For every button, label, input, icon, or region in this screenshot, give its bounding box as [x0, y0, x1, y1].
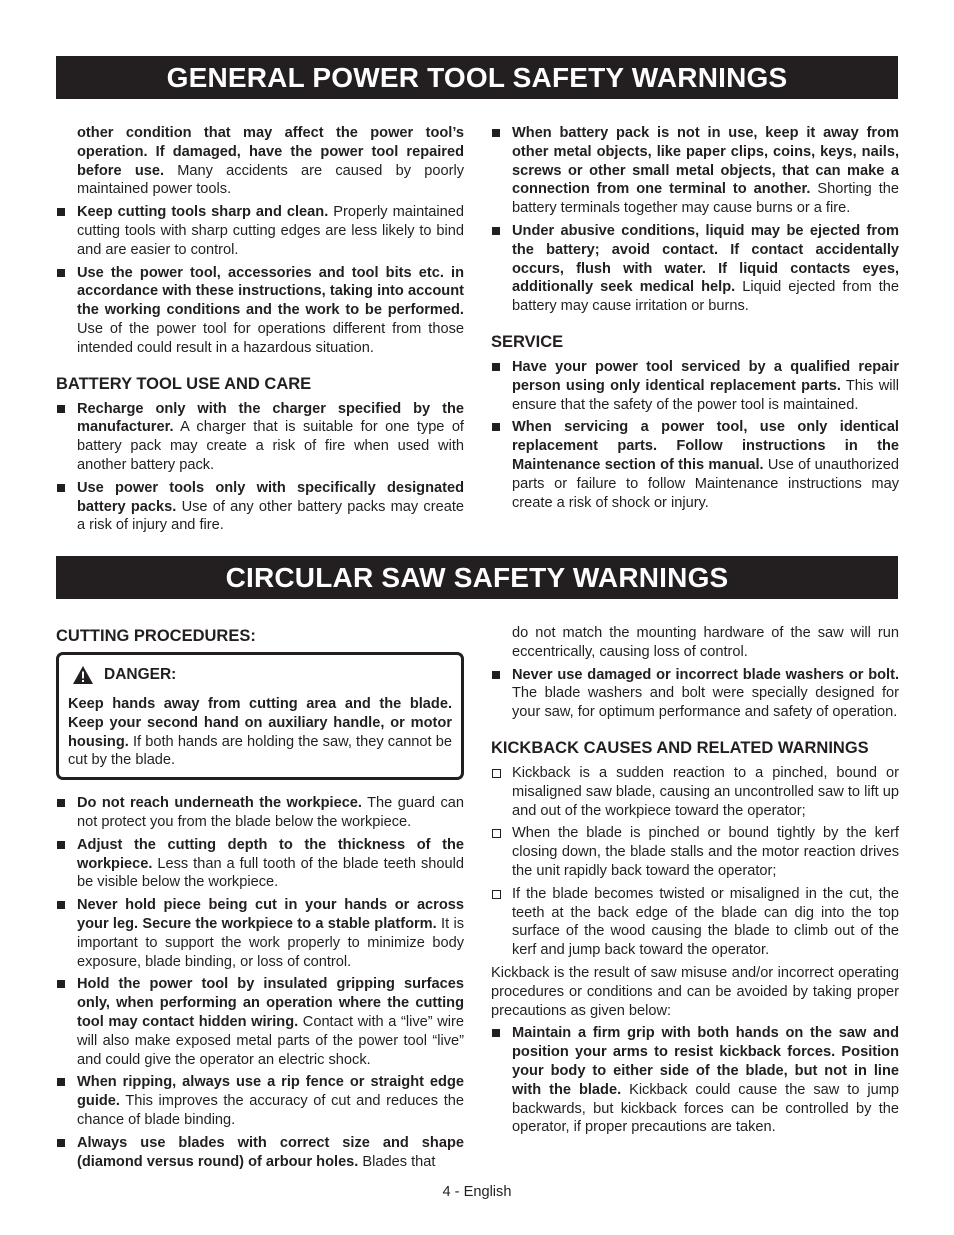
danger-box	[56, 652, 464, 780]
general-left-column	[56, 124, 464, 539]
list-item: Keep cutting tools sharp and clean. Properly maintained cutting tools with sharp cutting edges are less likely to bind and are easier to control.	[56, 203, 464, 259]
square-bullet-icon	[57, 484, 65, 492]
list-item: Never hold piece being cut in your hands or across your leg. Secure the workpiece to a stable platform. It is important to support the work properly to minimize body exposure, blade binding, or loss of control.	[56, 896, 464, 971]
list-item: Hold the power tool by insulated gripping surfaces only, when performing an operation where the cutting tool may contact hidden wiring. Contact with a “live” wire will also make exposed metal parts of the power tool “live” and could give the operator an electric shock.	[56, 975, 464, 1069]
square-bullet-icon	[57, 799, 65, 807]
continued-paragraph: other condition that may affect the power tool’s operation. If damaged, have the power tool repaired before use. Many accidents are caused by poorly maintained power tools.	[77, 125, 465, 198]
list-item: When servicing a power tool, use only identical replacement parts. Follow instructions in the Maintenance section of this manual. Use of unauthorized parts or failure to follow Maintenance instructions may create a risk of shock or injury.	[491, 418, 899, 512]
square-bullet-icon	[57, 841, 65, 849]
square-bullet-icon	[57, 269, 65, 277]
square-bullet-icon	[492, 1029, 500, 1037]
square-bullet-icon	[57, 208, 65, 216]
list-item: Always use blades with correct size and shape (diamond versus round) of arbour holes. Blades that	[56, 1134, 464, 1172]
list-item: Never use damaged or incorrect blade washers or bolt. The blade washers and bolt were specially designed for your saw, for optimum performance and safety of operation.	[491, 666, 899, 722]
list-item: When ripping, always use a rip fence or straight edge guide. This improves the accuracy of cut and reduces the chance of blade binding.	[56, 1073, 464, 1129]
kickback-heading: KICKBACK CAUSES AND RELATED WARNINGS	[491, 738, 869, 757]
square-bullet-icon	[57, 901, 65, 909]
list-item: Kickback is a sudden reaction to a pinched, bound or misaligned saw blade, causing an uncontrolled saw to lift up and out of the workpiece toward the operator;	[491, 764, 899, 820]
circular-left-column	[56, 626, 464, 1175]
square-bullet-icon	[492, 227, 500, 235]
circular-right-column	[491, 624, 899, 1141]
page-footer: 4 - English	[442, 1184, 512, 1200]
list-item: Have your power tool serviced by a qualified repair person using only identical replacement parts. This will ensure that the safety of the power tool is maintained.	[491, 358, 899, 414]
list-item: Under abusive conditions, liquid may be ejected from the battery; avoid contact. If contact accidentally occurs, flush with water. If liquid contacts eyes, additionally seek medical help. Liquid ejected from the battery may cause irritation or burns.	[491, 222, 899, 316]
list-item: When battery pack is not in use, keep it away from other metal objects, like paper clips, coins, keys, nails, screws or other small metal objects, that can make a connection from one terminal to another. Shorting the battery terminals together may cause burns or a fire.	[491, 124, 899, 218]
list-item: Use the power tool, accessories and tool bits etc. in accordance with these instructions, taking into account the working conditions and the work to be performed. Use of the power tool for operations different from those intended could result in a hazardous situation.	[56, 264, 464, 358]
general-right-column	[491, 124, 899, 516]
square-bullet-icon	[57, 405, 65, 413]
list-item: If the blade becomes twisted or misaligned in the cut, the teeth at the back edge of the blade can dig into the top surface of the wood causing the blade to climb out of the kerf and jump back toward the operator.	[491, 885, 899, 960]
warning-triangle-icon	[72, 665, 94, 685]
general-safety-banner: GENERAL POWER TOOL SAFETY WARNINGS	[56, 56, 898, 99]
danger-title: DANGER:	[68, 665, 452, 685]
hollow-square-bullet-icon	[492, 829, 501, 838]
danger-text: Keep hands away from cutting area and the blade. Keep your second hand on auxiliary handle, or motor housing. If both hands are holding the saw, they cannot be cut by the blade.	[68, 696, 452, 769]
service-heading: SERVICE	[491, 332, 564, 351]
square-bullet-icon	[57, 980, 65, 988]
hollow-square-bullet-icon	[492, 890, 501, 899]
list-item: Recharge only with the charger specified by the manufacturer. A charger that is suitable for one type of battery pack may create a risk of fire when used with another battery pack.	[56, 400, 464, 475]
battery-heading: BATTERY TOOL USE AND CARE	[56, 374, 312, 393]
square-bullet-icon	[57, 1139, 65, 1147]
square-bullet-icon	[492, 129, 500, 137]
kickback-paragraph: Kickback is the result of saw misuse and/or incorrect operating procedures or conditions and can be avoided by taking proper precautions as given below:	[491, 964, 899, 1019]
cutting-procedures-heading: CUTTING PROCEDURES:	[56, 627, 256, 645]
hollow-square-bullet-icon	[492, 769, 501, 778]
square-bullet-icon	[492, 363, 500, 371]
list-item: Maintain a firm grip with both hands on the saw and position your arms to resist kickback forces. Position your body to either side of the blade, but not in line with the blade. Kickback could cause the saw to jump backwards, but kickback forces can be controlled by the operator, if proper precautions are taken.	[491, 1024, 899, 1137]
circular-saw-banner: CIRCULAR SAW SAFETY WARNINGS	[56, 556, 898, 599]
list-item: Use power tools only with specifically designated battery packs. Use of any other battery packs may create a risk of injury and fire.	[56, 479, 464, 535]
square-bullet-icon	[492, 423, 500, 431]
square-bullet-icon	[57, 1078, 65, 1086]
list-item: Adjust the cutting depth to the thickness of the workpiece. Less than a full tooth of the blade teeth should be visible below the workpiece.	[56, 836, 464, 892]
square-bullet-icon	[492, 671, 500, 679]
list-item: When the blade is pinched or bound tightly by the kerf closing down, the blade stalls and the motor reaction drives the unit rapidly back toward the operator;	[491, 824, 899, 880]
list-item: Do not reach underneath the workpiece. The guard can not protect you from the blade below the workpiece.	[56, 794, 464, 832]
continued-paragraph: do not match the mounting hardware of the saw will run eccentrically, causing loss of control.	[512, 625, 899, 660]
